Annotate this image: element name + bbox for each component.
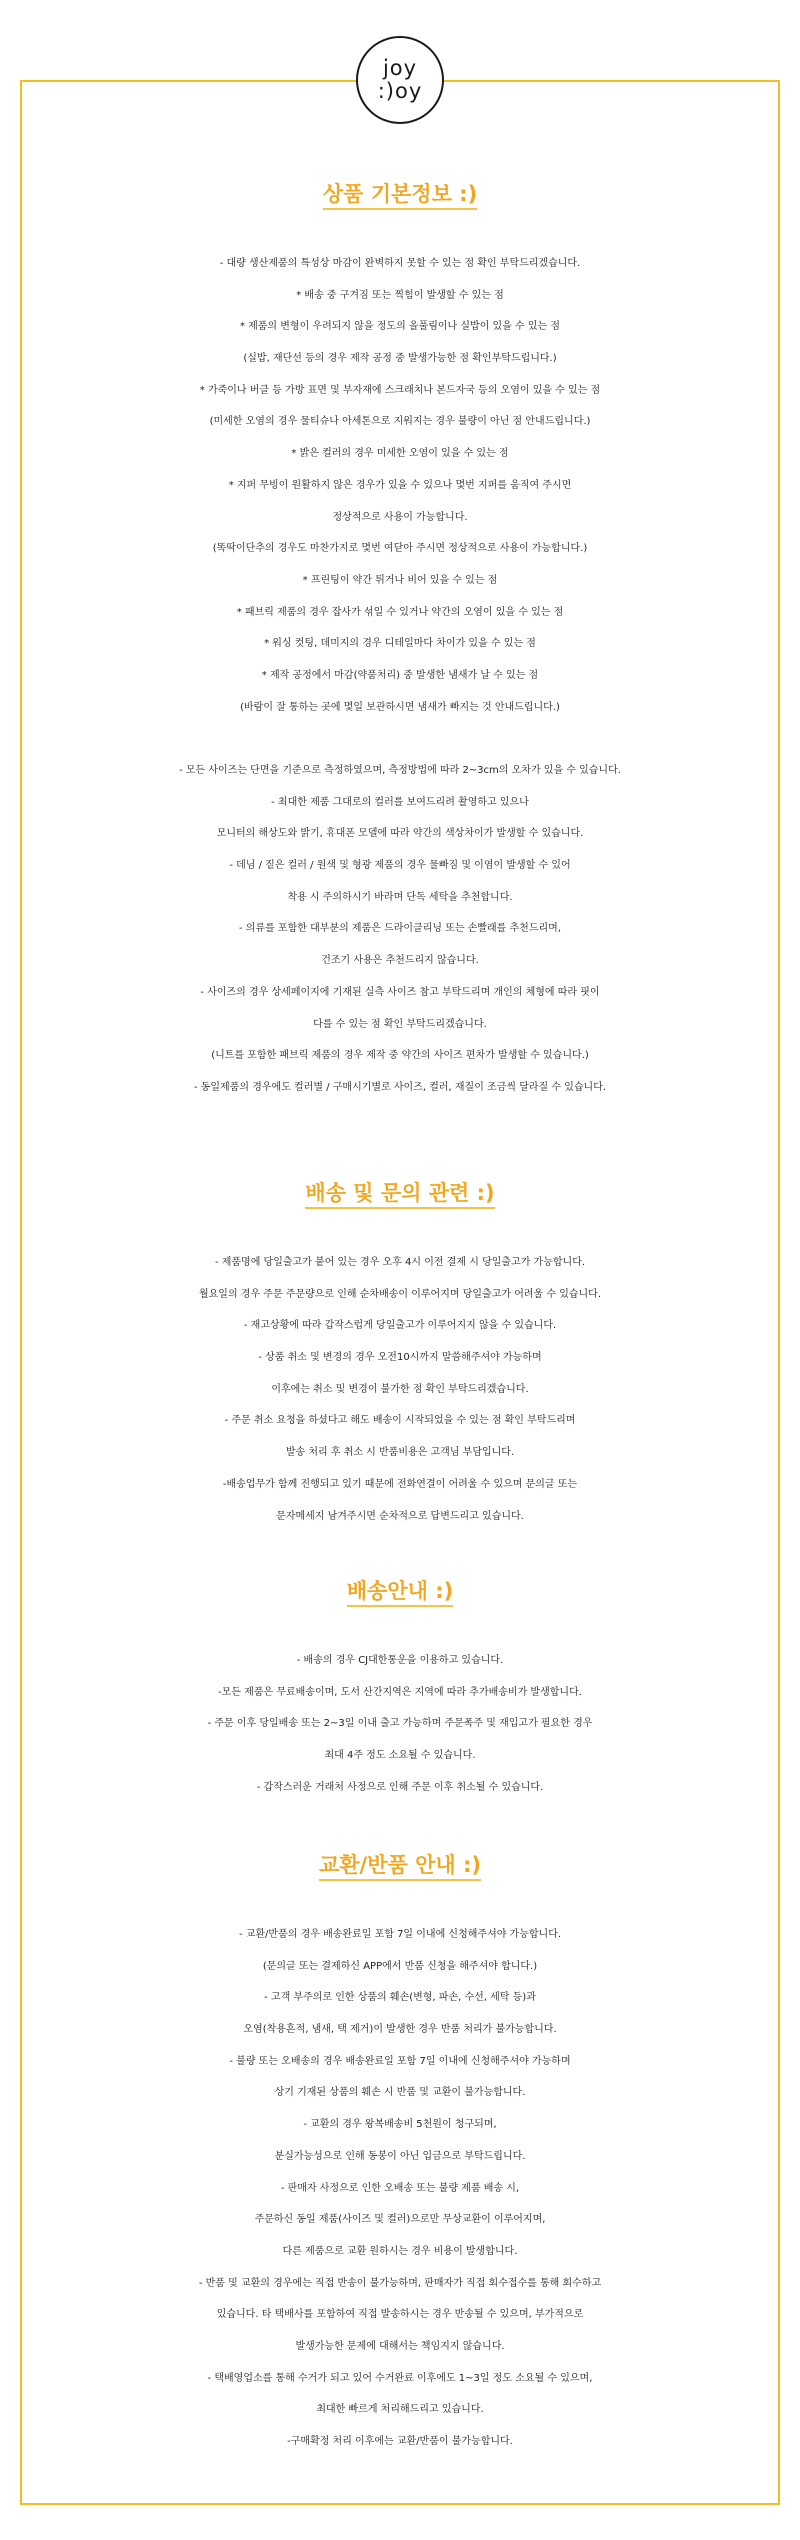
line-spacer [20, 723, 780, 755]
notice-line: (바람이 잘 통하는 곳에 몇일 보관하시면 냄새가 빠지는 것 안내드립니다.) [240, 701, 560, 713]
section-title-shipping-inquiry: 배송 및 문의 관련 :) [305, 1180, 494, 1209]
notice-line: * 지퍼 무빙이 원활하지 않은 경우가 있을 수 있으나 몇번 지퍼를 움직여 주시면 [228, 479, 572, 491]
section-exchange-return [20, 1852, 780, 2458]
section-product-info [20, 181, 780, 1104]
notice-line: 최대 4주 정도 소요될 수 있습니다. [324, 1750, 476, 1762]
notice-line: - 최대한 제품 그대로의 컬러를 보여드리려 촬영하고 있으나 [271, 796, 529, 808]
notice-line: 다른 제품으로 교환 원하시는 경우 비용이 발생합니다. [282, 2245, 518, 2257]
notice-line: (똑딱이단추의 경우도 마찬가지로 몇번 여닫아 주시면 정상적으로 사용이 가능합니다.) [212, 543, 588, 555]
section-body-delivery-guide [20, 1645, 780, 1803]
notice-line: - 불량 또는 오배송의 경우 배송완료일 포함 7일 이내에 신청해주셔야 가능하며 [229, 2055, 571, 2067]
notice-line: -구매확정 처리 이후에는 교환/반품이 불가능합니다. [287, 2436, 513, 2447]
notice-line: - 데님 / 짙은 컬러 / 원색 및 형광 제품의 경우 물빠짐 및 이염이 발생할 수 있어 [229, 860, 571, 872]
notice-line: 이후에는 취소 및 변경이 불가한 점 확인 부탁드리겠습니다. [271, 1383, 529, 1395]
notice-line: 발송 처리 후 취소 시 반품비용은 고객님 부담입니다. [285, 1447, 515, 1459]
notice-line: (니트를 포함한 패브릭 제품의 경우 제작 중 약간의 사이즈 편차가 발생할 수 있습니다.) [211, 1050, 589, 1062]
notice-line: (문의글 또는 결제하신 APP에서 반품 신청을 해주셔야 합니다.) [262, 1960, 538, 1972]
notice-line: - 반품 및 교환의 경우에는 직접 반송이 불가능하며, 판매자가 직접 회수접수를 통해 회수하고 [198, 2277, 602, 2289]
brand-logo [356, 36, 444, 124]
notice-line: - 교환/반품의 경우 배송완료일 포함 7일 이내에 신청해주셔야 가능합니다. [238, 1929, 562, 1940]
notice-line: - 주문 취소 요청을 하셨다고 해도 배송이 시작되었을 수 있는 점 확인 부탁드리며 [224, 1415, 576, 1427]
notice-line: 문자메세지 남겨주시면 순차적으로 답변드리고 있습니다. [276, 1510, 524, 1522]
notice-line: * 배송 중 구겨짐 또는 찍힘이 발생할 수 있는 점 [296, 289, 504, 301]
notice-line: - 대량 생산제품의 특성상 마감이 완벽하지 못할 수 있는 점 확인 부탁드리겠습니다. [219, 258, 581, 269]
notice-line: - 재고상황에 따라 갑작스럽게 당일출고가 이루어지지 않을 수 있습니다. [243, 1320, 557, 1332]
notice-line: * 워싱 컷팅, 데미지의 경우 디테일마다 차이가 있을 수 있는 점 [264, 638, 536, 650]
logo-line-1: joy [382, 56, 418, 80]
notice-line: - 사이즈의 경우 상세페이지에 기재된 실측 사이즈 참고 부탁드리며 개인의 체형에 따라 핏이 [200, 986, 600, 998]
notice-line: 최대한 빠르게 처리해드리고 있습니다. [316, 2404, 484, 2416]
section-body-shipping-inquiry [20, 1247, 780, 1532]
notice-line: - 택배영업소를 통해 수거가 되고 있어 수거완료 이후에도 1~3일 정도 소요될 수 있으며, [207, 2372, 593, 2384]
notice-line: 오염(착용흔적, 냄새, 택 제거)이 발생한 경우 반품 처리가 불가능합니다. [243, 2024, 557, 2036]
section-shipping-inquiry [20, 1180, 780, 1532]
notice-line: - 교환의 경우 왕복배송비 5천원이 청구되며, [303, 2119, 497, 2131]
notice-line: 주문하신 동일 제품(사이즈 및 컬러)으로만 무상교환이 이루어지며, [254, 2214, 546, 2226]
notice-line: - 의류를 포함한 대부분의 제품은 드라이클리닝 또는 손빨래를 추천드리며, [238, 923, 562, 935]
notice-line: 있습니다. 타 택배사를 포함하여 직접 발송하시는 경우 반송될 수 있으며, 부가적으로 [216, 2309, 584, 2321]
notice-line: - 판매자 사정으로 인한 오배송 또는 불량 제품 배송 시, [280, 2182, 520, 2194]
notice-line: - 제품명에 당일출고가 붙어 있는 경우 오후 4시 이전 결제 시 당일출고가 가능합니다. [214, 1257, 586, 1268]
notice-line: 모니터의 해상도와 밝기, 휴대폰 모델에 따라 약간의 색상차이가 발생할 수 있습니다. [216, 828, 584, 840]
notice-line: - 상품 취소 및 변경의 경우 오전10시까지 말씀해주셔야 가능하며 [258, 1352, 542, 1364]
notice-line: * 가죽이나 버클 등 가방 표면 및 부자재에 스크래치나 본드자국 등의 오염이 있을 수 있는 점 [199, 384, 601, 396]
notice-line: 정상적으로 사용이 가능합니다. [332, 511, 468, 523]
notice-line: * 프린팅이 약간 튀거나 비어 있을 수 있는 점 [302, 574, 498, 586]
notice-line: - 갑작스러운 거래처 사정으로 인해 주문 이후 취소될 수 있습니다. [256, 1781, 544, 1793]
section-title-delivery-guide: 배송안내 :) [347, 1578, 453, 1607]
notice-line: 건조기 사용은 추천드리지 않습니다. [321, 955, 479, 967]
notice-line: (미세한 오염의 경우 물티슈나 아세톤으로 지워지는 경우 불량이 아닌 점 안내드립니다.) [209, 416, 591, 428]
notice-line: * 밝은 컬러의 경우 미세한 오염이 있을 수 있는 점 [291, 448, 509, 460]
section-title-product-info: 상품 기본정보 :) [323, 181, 477, 210]
notice-line: 착용 시 주의하시기 바라며 단독 세탁을 추천합니다. [287, 891, 513, 903]
notice-line: 발생가능한 문제에 대해서는 책임지지 않습니다. [295, 2340, 505, 2352]
notice-line: - 주문 이후 당일배송 또는 2~3일 이내 출고 가능하며 주문폭주 및 재입고가 필요한 경우 [207, 1718, 593, 1730]
notice-line: * 제품의 변형이 우려되지 않을 정도의 올풀림이나 실밥이 있을 수 있는 점 [239, 321, 561, 333]
section-body-product-info [20, 248, 780, 1104]
notice-line: 분실가능성으로 인해 동봉이 아닌 입금으로 부탁드립니다. [274, 2150, 526, 2162]
notice-line: * 패브릭 제품의 경우 잡사가 섞일 수 있거나 약간의 오염이 있을 수 있는 점 [236, 606, 564, 618]
logo-line-2: :)oy [377, 79, 423, 103]
notice-line: (실밥, 재단선 등의 경우 제작 공정 중 발생가능한 점 확인부탁드립니다.) [243, 353, 557, 365]
notice-line: - 모든 사이즈는 단면을 기준으로 측정하였으며, 측정방법에 따라 2~3cm의 오차가 있을 수 있습니다. [179, 765, 621, 776]
section-delivery-guide [20, 1578, 780, 1803]
notice-line: -모든 제품은 무료배송이며, 도서 산간지역은 지역에 따라 추가배송비가 발생합니다. [218, 1686, 582, 1698]
notice-line: - 동일제품의 경우에도 컬러별 / 구매시기별로 사이즈, 컬러, 재질이 조금씩 달라질 수 있습니다. [193, 1081, 607, 1093]
notice-line: 다를 수 있는 점 확인 부탁드리겠습니다. [313, 1018, 487, 1030]
notice-line: -배송업무가 함께 진행되고 있기 때문에 전화연결이 어려울 수 있으며 문의글 또는 [222, 1478, 578, 1490]
notice-line: * 제작 공정에서 마감(약품처리) 중 발생한 냄새가 날 수 있는 점 [261, 669, 539, 681]
notice-line: - 고객 부주의로 인한 상품의 훼손(변형, 파손, 수선, 세탁 등)과 [264, 1992, 536, 2004]
section-body-exchange-return [20, 1919, 780, 2458]
section-title-exchange-return: 교환/반품 안내 :) [319, 1852, 481, 1881]
notice-line: 상기 기재된 상품의 훼손 시 반품 및 교환이 불가능합니다. [274, 2087, 526, 2099]
notice-line: 월요일의 경우 주문 주문량으로 인해 순차배송이 이루어지며 당일출고가 어려울 수 있습니다. [198, 1288, 602, 1300]
notice-line: - 배송의 경우 CJ대한통운을 이용하고 있습니다. [296, 1655, 504, 1666]
